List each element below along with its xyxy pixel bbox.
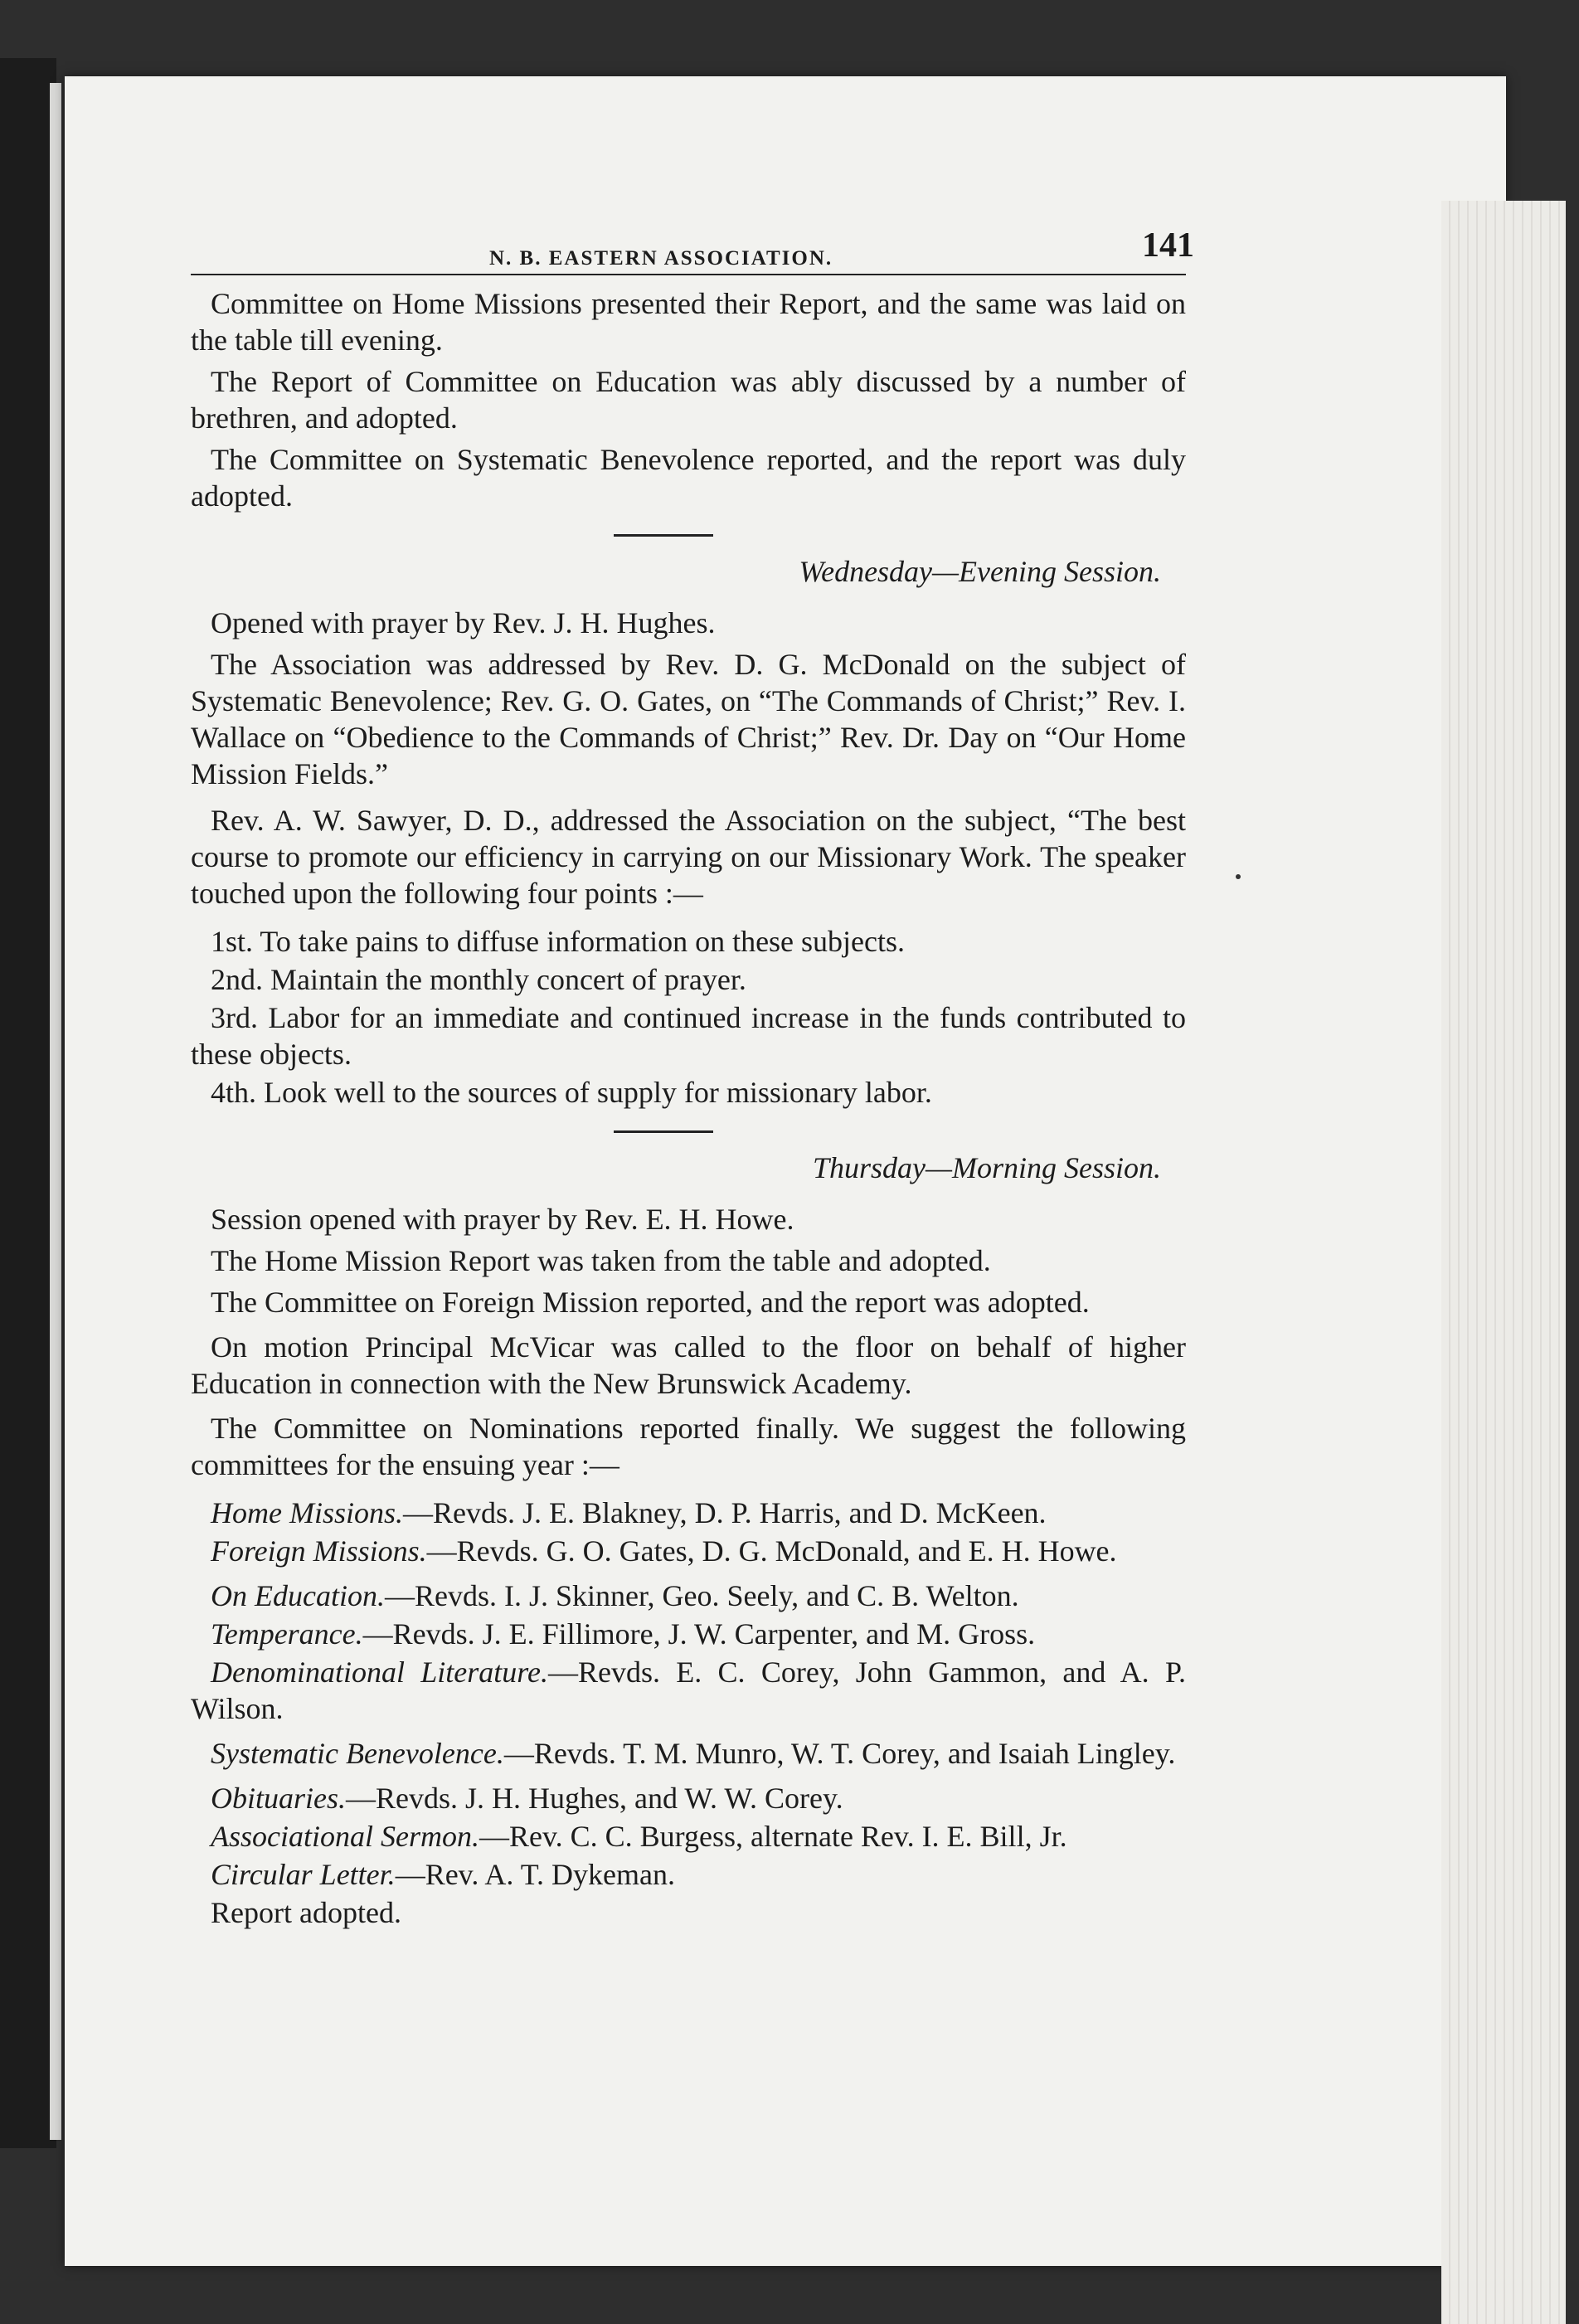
committee-name: On Education.	[211, 1579, 385, 1612]
committee-name: Obituaries.	[211, 1782, 347, 1815]
committee-name: Denominational Literature.	[211, 1655, 548, 1689]
committee-members: —Revds. J. E. Fillimore, J. W. Carpenter, and M. Gross.	[362, 1617, 1036, 1651]
paragraph: Rev. A. W. Sawyer, D. D., addressed the Association on the subject, “The best course to promote our efficiency in carrying on our Missionary Work. The speaker touched upon the following four points :—	[191, 804, 1186, 910]
left-page-edge	[50, 83, 61, 2140]
committee-entry	[191, 1495, 1186, 1531]
running-title: N. B. EASTERN ASSOCIATION.	[489, 247, 833, 270]
committee-members: —Revds. E. C. Corey, John Gammon, and A. P. Wilson.	[191, 1655, 1186, 1725]
paragraph: Opened with prayer by Rev. J. H. Hughes.	[211, 606, 716, 639]
committee-entry	[191, 1616, 1186, 1652]
paragraph: Committee on Home Missions presented their Report, and the same was laid on the table till evening.	[191, 287, 1186, 357]
section-divider	[614, 1130, 713, 1133]
committee-entry	[191, 1735, 1186, 1772]
paragraph: The Home Mission Report was taken from the table and adopted.	[211, 1244, 991, 1277]
running-head	[191, 224, 1194, 275]
committee-name: Systematic Benevolence.	[211, 1737, 504, 1770]
paragraph: The Association was addressed by Rev. D. G. McDonald on the subject of Systematic Benevolence; Rev. G. O. Gates, on “The Commands of Christ;” Rev. I. Wallace on “Obedience to the Commands of Christ;” Rev. Dr. Day on “Our Home Mission Fields.”	[191, 648, 1186, 790]
session-heading: Thursday—Morning Session.	[812, 1151, 1161, 1184]
page-content	[191, 224, 1194, 1933]
committee-members: —Rev. A. T. Dykeman.	[395, 1858, 675, 1891]
list-item: 4th. Look well to the sources of supply for missionary labor.	[211, 1076, 932, 1109]
committee-entry	[191, 1533, 1186, 1569]
list-item: 1st. To take pains to diffuse information on these subjects.	[211, 925, 906, 958]
paragraph: On motion Principal McVicar was called to the floor on behalf of higher Education in connection with the New Brunswick Academy.	[191, 1330, 1186, 1400]
committee-name: Home Missions.	[211, 1496, 403, 1529]
page-number: 141	[1142, 226, 1194, 265]
committee-name: Circular Letter.	[211, 1858, 396, 1891]
session-heading: Wednesday—Evening Session.	[799, 555, 1161, 588]
paragraph: The Committee on Systematic Benevolence reported, and the report was duly adopted.	[191, 443, 1186, 513]
committee-name: Foreign Missions.	[211, 1534, 427, 1568]
committee-entry	[191, 1578, 1186, 1614]
list-item: 3rd. Labor for an immediate and continued increase in the funds contributed to these objects.	[191, 1001, 1186, 1071]
committee-name: Associational Sermon.	[211, 1820, 479, 1853]
left-page-shadow	[0, 58, 56, 2148]
paragraph: The Committee on Nominations reported finally. We suggest the following committees for the ensuing year :—	[191, 1412, 1186, 1481]
committee-entry	[191, 1654, 1186, 1727]
committee-members: —Rev. C. C. Burgess, alternate Rev. I. E. Bill, Jr.	[479, 1820, 1067, 1853]
paragraph: Session opened with prayer by Rev. E. H. Howe.	[211, 1203, 794, 1236]
committee-entry	[191, 1856, 1186, 1893]
section-divider	[614, 534, 713, 537]
list-item: 2nd. Maintain the monthly concert of prayer.	[211, 963, 746, 996]
committee-members: —Revds. J. H. Hughes, and W. W. Corey.	[346, 1782, 843, 1815]
committee-members: —Revds. J. E. Blakney, D. P. Harris, and D. McKeen.	[403, 1496, 1047, 1529]
ink-speck	[1236, 874, 1241, 879]
committee-entry	[191, 1818, 1186, 1855]
committee-members: —Revds. I. J. Skinner, Geo. Seely, and C. B. Welton.	[384, 1579, 1019, 1612]
committee-members: —Revds. T. M. Munro, W. T. Corey, and Isaiah Lingley.	[503, 1737, 1176, 1770]
page-edges	[1441, 201, 1566, 2324]
committee-name: Temperance.	[211, 1617, 363, 1651]
committee-entry	[191, 1780, 1186, 1816]
committee-members: —Revds. G. O. Gates, D. G. McDonald, and E. H. Howe.	[426, 1534, 1117, 1568]
committee-list	[191, 1495, 1186, 1893]
paragraph: The Report of Committee on Education was ably discussed by a number of brethren, and adopted.	[191, 365, 1186, 435]
points-list	[191, 923, 1186, 1111]
paragraph: The Committee on Foreign Mission reported, and the report was adopted.	[211, 1286, 1090, 1319]
closing-line: Report adopted.	[211, 1896, 401, 1929]
